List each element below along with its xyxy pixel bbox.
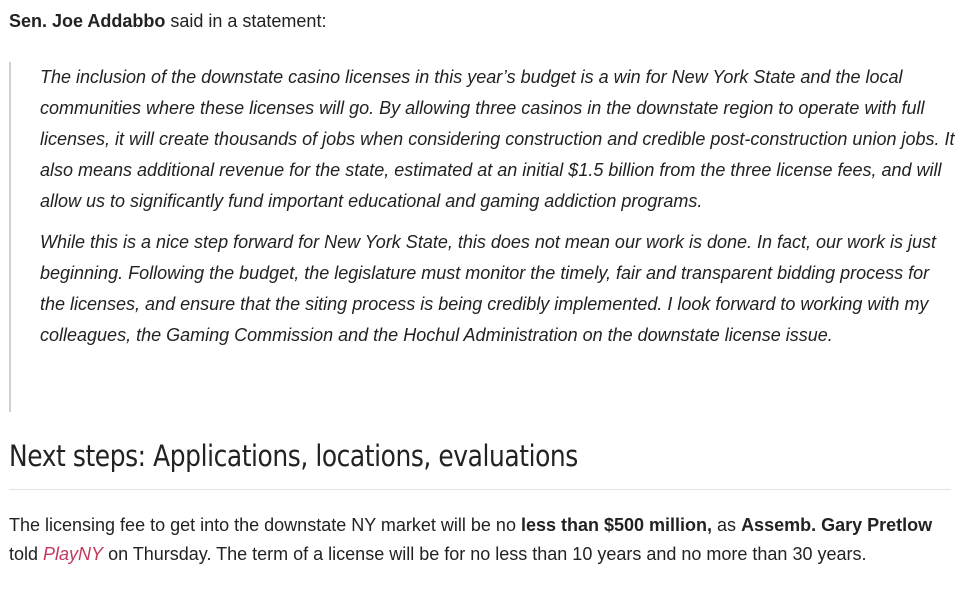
section-heading: Next steps: Applications, locations, evaluations [9, 439, 578, 473]
playny-link[interactable]: PlayNY [43, 544, 104, 564]
heading-divider [9, 489, 951, 490]
quote-paragraph-1: The inclusion of the downstate casino licenses in this year’s budget is a win for New York State and the local communities where these licenses will go. By allowing three casinos in the downstate region to operate with full licenses, it will create thousands of jobs when considering construction and credible post-construction union jobs. It also means additional revenue for the state, estimated at an initial $1.5 billion from the three license fees, and will allow us to significantly fund important educational and gaming addiction programs. [40, 67, 955, 211]
body-paragraph [9, 511, 959, 569]
body-text-3: told [9, 544, 44, 564]
statement-blockquote [9, 62, 955, 412]
intro-line [9, 9, 326, 33]
quote-paragraph-2: While this is a nice step forward for New York State, this does not mean our work is done. In fact, our work is just beginning. Following the budget, the legislature must monitor the timely, fair and transparent bidding process for the licenses, and ensure that the siting process is being credibly implemented. I look forward to working with my colleagues, the Gaming Commission and the Hochul Administration on the downstate license issue. [40, 232, 937, 345]
speaker-name: Sen. Joe Addabbo [9, 11, 166, 31]
body-text-2: as [712, 515, 742, 535]
assemblyman-name: Assemb. Gary Pretlow [741, 515, 933, 535]
intro-text: said in a statement: [165, 11, 327, 31]
fee-amount: less than $500 million, [520, 515, 713, 535]
body-text-1: The licensing fee to get into the downstate NY market will be no [9, 515, 521, 535]
body-text-4: on Thursday. The term of a license will be for no less than 10 years and no more than 30 years. [103, 544, 867, 564]
